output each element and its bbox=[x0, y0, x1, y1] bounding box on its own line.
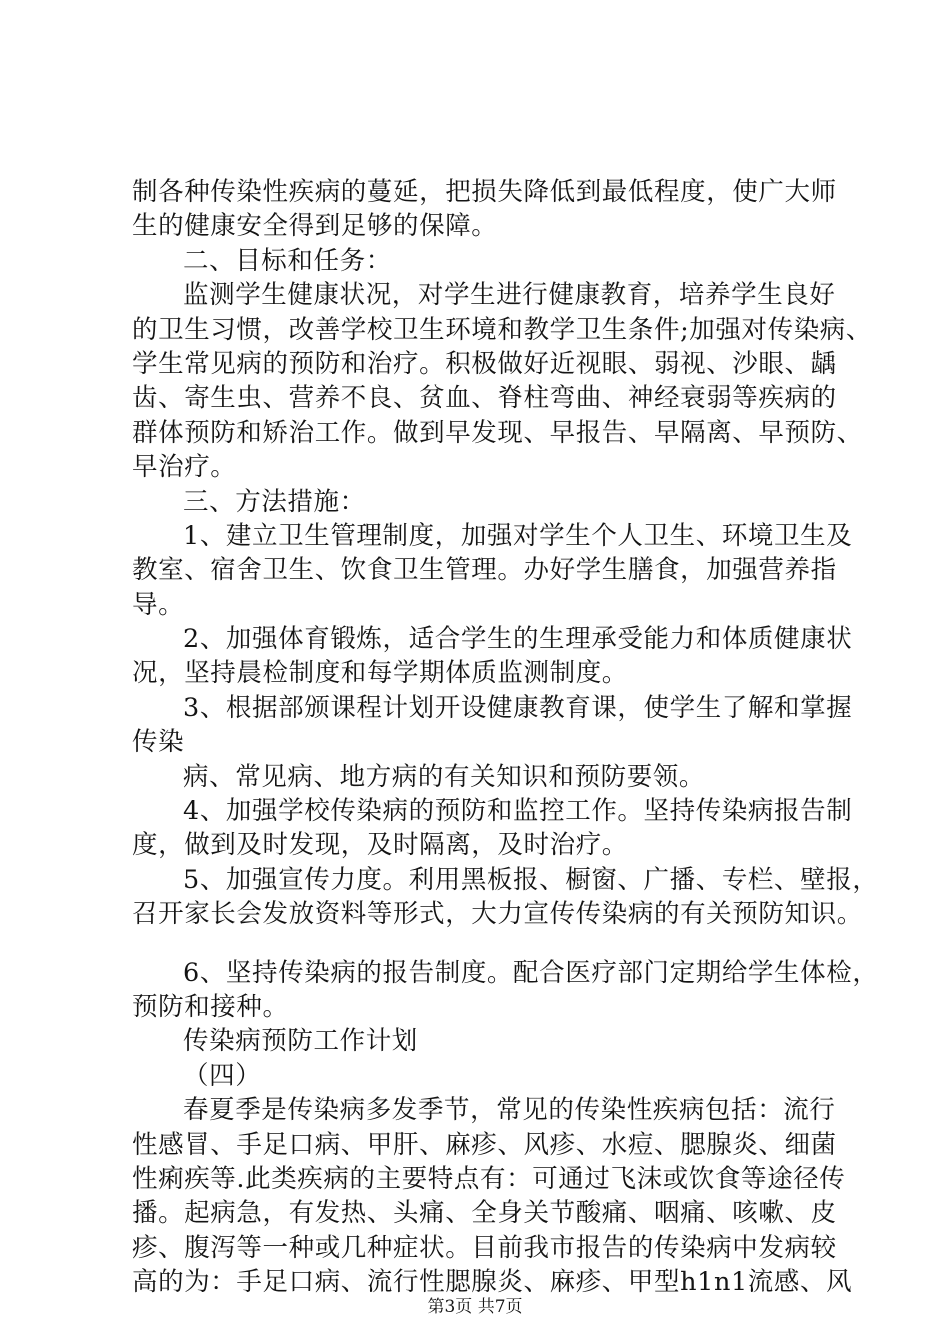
text-line: 传染 bbox=[132, 727, 185, 758]
text-line: 性痢疾等.此类疾病的主要特点有：可通过飞沫或饮食等途径传 bbox=[132, 1163, 846, 1194]
text-line: 春夏季是传染病多发季节，常见的传染性疾病包括：流行 bbox=[183, 1095, 836, 1126]
text-line: 生的健康安全得到足够的保障。 bbox=[132, 211, 498, 242]
page-number-footer: 第3页 共7页 bbox=[427, 1297, 523, 1317]
text-line: 监测学生健康状况，对学生进行健康教育，培养学生良好 bbox=[183, 280, 836, 311]
text-line: 疹、腹泻等一种或几种症状。目前我市报告的传染病中发病较 bbox=[132, 1232, 837, 1263]
text-line: 病、常见病、地方病的有关知识和预防要领。 bbox=[183, 761, 706, 792]
document-body bbox=[132, 175, 879, 1300]
text-line: 早治疗。 bbox=[132, 452, 237, 483]
text-line: 学生常见病的预防和治疗。积极做好近视眼、弱视、沙眼、龋 bbox=[132, 348, 837, 379]
section-heading-goals: 二、目标和任务： bbox=[183, 245, 392, 276]
text-line: 况，坚持晨检制度和每学期体质监测制度。 bbox=[132, 658, 628, 689]
text-line: 高的为：手足口病、流行性腮腺炎、麻疹、甲型h1n1流感、风 bbox=[132, 1267, 853, 1298]
paragraph-gap bbox=[132, 932, 852, 956]
list-item-3: 3、根据部颁课程计划开设健康教育课，使学生了解和掌握 bbox=[183, 692, 853, 723]
list-item-5: 5、加强宣传力度。利用黑板报、橱窗、广播、专栏、壁报， bbox=[183, 864, 879, 895]
text-line: 度，做到及时发现，及时隔离，及时治疗。 bbox=[132, 830, 628, 861]
text-line: 教室、宿舍卫生、饮食卫生管理。办好学生膳食，加强营养指 bbox=[132, 555, 837, 586]
list-item-4: 4、加强学校传染病的预防和监控工作。坚持传染病报告制 bbox=[183, 796, 853, 827]
text-line: 召开家长会发放资料等形式，大力宣传传染病的有关预防知识。 bbox=[132, 899, 863, 930]
text-line: 导。 bbox=[132, 589, 185, 620]
text-line: 齿、寄生虫、营养不良、贫血、脊柱弯曲、神经衰弱等疾病的 bbox=[132, 383, 837, 414]
list-item-6: 6、坚持传染病的报告制度。配合医疗部门定期给学生体检， bbox=[183, 957, 879, 988]
list-item-2: 2、加强体育锻炼，适合学生的生理承受能力和体质健康状 bbox=[183, 624, 853, 655]
text-line: 预防和接种。 bbox=[132, 991, 289, 1022]
section-heading-methods: 三、方法措施： bbox=[183, 486, 366, 517]
list-item-1: 1、建立卫生管理制度，加强对学生个人卫生、环境卫生及 bbox=[183, 520, 853, 551]
text-line: 群体预防和矫治工作。做到早发现、早报告、早隔离、早预防、 bbox=[132, 417, 863, 448]
text-line: 性感冒、手足口病、甲肝、麻疹、风疹、水痘、腮腺炎、细菌 bbox=[132, 1129, 837, 1160]
text-line: 的卫生习惯，改善学校卫生环境和教学卫生条件;加强对传染病、 bbox=[132, 314, 872, 345]
plan-number: （四） bbox=[183, 1060, 262, 1091]
plan-title: 传染病预防工作计划 bbox=[183, 1026, 418, 1057]
text-line: 播。起病急，有发热、头痛、全身关节酸痛、咽痛、咳嗽、皮 bbox=[132, 1198, 837, 1229]
text-line: 制各种传染性疾病的蔓延，把损失降低到最低程度，使广大师 bbox=[132, 177, 837, 207]
